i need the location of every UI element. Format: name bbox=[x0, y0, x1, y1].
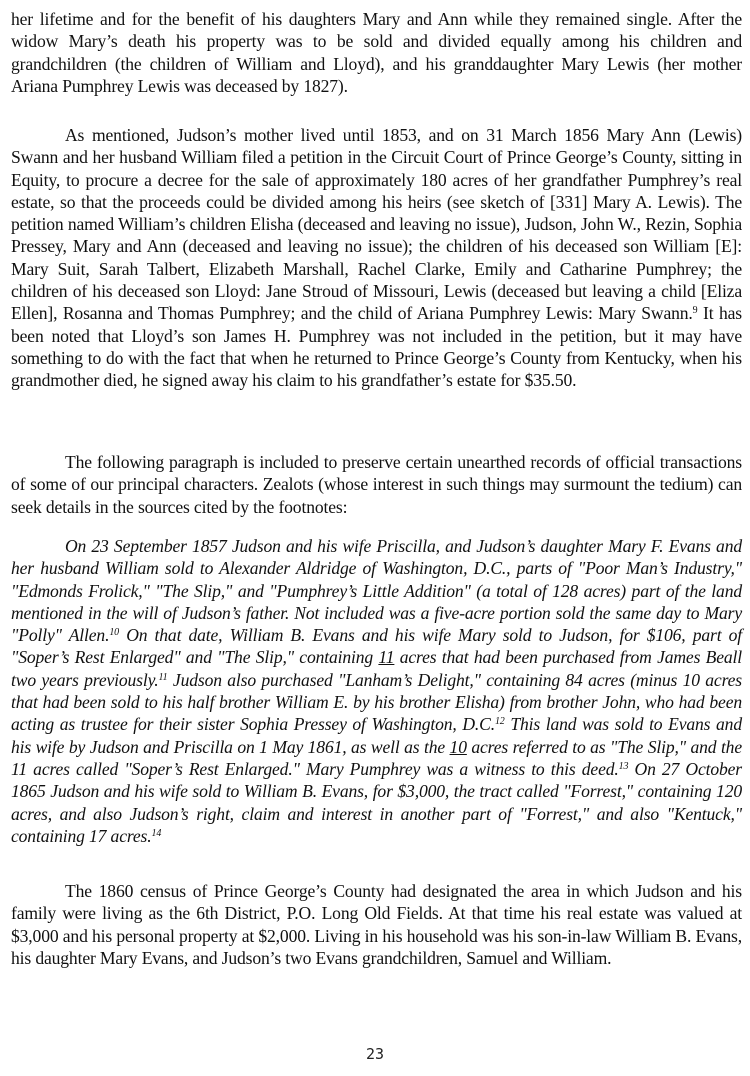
paragraph-petition bbox=[11, 124, 742, 392]
paragraph-transactions bbox=[11, 535, 742, 847]
footnote-ref-9: 9 bbox=[692, 305, 698, 317]
paragraph-continuation: her lifetime and for the benefit of his daughters Mary and Ann while they remained single. After the widow Mary’s death his property was to be sold and divided equally among his children and grandchildren (the children of William and Lloyd), and his granddaughter Mary Lewis (her mother Ariana Pumphrey Lewis was deceased by 1827). bbox=[11, 9, 742, 96]
underlined-number: 10 bbox=[449, 736, 467, 757]
paragraph-census: The 1860 census of Prince George’s County had designated the area in which Judson and his family were living as the 6th District, P.O. Long Old Fields. At that time his real estate was valued at $3,000 and his personal property at $2,000. Living in his household was his son-in-law William B. Evans, his daughter Mary Evans, and Judson’s two Evans grandchildren, Samuel and William. bbox=[11, 881, 742, 968]
footnote-ref-13: 13 bbox=[618, 760, 629, 772]
underlined-number: 11 bbox=[378, 647, 395, 668]
paragraph-intro-records: The following paragraph is included to preserve certain unearthed records of official transactions of some of our principal characters. Zealots (whose interest in such things may surmount the tedium) can seek details in the sources cited by the footnotes: bbox=[11, 452, 742, 517]
paragraph-text: On 27 October 1865 Judson and his wife sold to William B. Evans, for $3,000, the tract called "Forrest," containing 120 acres, and also Judson’s right, claim and interest in another part of "Forrest," and also "Kentuck," containing 17 acres. bbox=[11, 758, 742, 846]
page-number: 23 bbox=[365, 1045, 385, 1063]
paragraph-text: This land was sold to Evans and his wife by Judson and Priscilla on 1 May 1861, as well as the bbox=[11, 714, 742, 757]
paragraph-text: As mentioned, Judson’s mother lived until 1853, and on 31 March 1856 Mary Ann (Lewis) Swann and her husband William filed a petition in the Circuit Court of Prince George’s County, sitting in Equity, to procure a decree for the sale of approximately 180 acres of her grandfather Pumphrey’s real estate, so that the proceeds could be divided among his heirs (see sketch of [331] Mary A. Lewis). The petition named William’s children Elisha (deceased and leaving no issue), Judson, John W., Rezin, Sophia Pressey, Mary and Ann (deceased and leaving no issue); the children of his deceased son William [E]: Mary Suit, Sarah Talbert, Elizabeth Marshall, Rachel Clarke, Emily and Catharine Pumphrey; the children of his deceased son Lloyd: Jane Stroud of Missouri, Lewis (deceased but leaving a child [Eliza Ellen], Rosanna and Thomas Pumphrey; and the child of Ariana Pumphrey Lewis: Mary Swann. bbox=[11, 125, 742, 324]
footnote-ref-12: 12 bbox=[494, 716, 505, 728]
paragraph-text: On 23 September 1857 Judson and his wife Priscilla, and Judson’s daughter Mary F. Evans and her husband William sold to Alexander Aldridge of Washington, D.C., parts of "Poor Man’s Industry," "Edmonds Frolick," "The Slip," and "Pumphrey’s Little Addition" (a total of 128 acres) part of the land mentioned in the will of Judson’s father. Not included was a five-acre portion sold the same day to Mary "Polly" Allen. bbox=[11, 536, 742, 646]
footnote-ref-10: 10 bbox=[109, 627, 120, 639]
paragraph-text: Judson also purchased "Lanham’s Delight," containing 84 acres (minus 10 acres that had been sold to his half brother William E. by his brother Elisha) from brother John, who had been acting as trustee for their sister Sophia Pressey of Washington, D.C. bbox=[11, 669, 742, 735]
footnote-ref-14: 14 bbox=[151, 827, 162, 839]
paragraph-text: It has been noted that Lloyd’s son James H. Pumphrey was not included in the petition, but it may have something to do with the fact that when he returned to Prince George’s County from Kentucky, when his grandmother died, he signed away his claim to his grandfather’s estate for $35.50. bbox=[11, 303, 742, 391]
paragraph-text: acres referred to as "The Slip," and the 11 acres called "Soper’s Rest Enlarged." Mary Pumphrey was a witness to this deed. bbox=[11, 736, 742, 779]
paragraph-text: On that date, William B. Evans and his wife Mary sold to Judson, for $106, part of "Soper’s Rest Enlarged" and "The Slip," containing bbox=[11, 625, 742, 668]
paragraph-text: acres that had been purchased from James Beall two years previously. bbox=[11, 647, 743, 690]
footnote-ref-11: 11 bbox=[158, 671, 168, 683]
